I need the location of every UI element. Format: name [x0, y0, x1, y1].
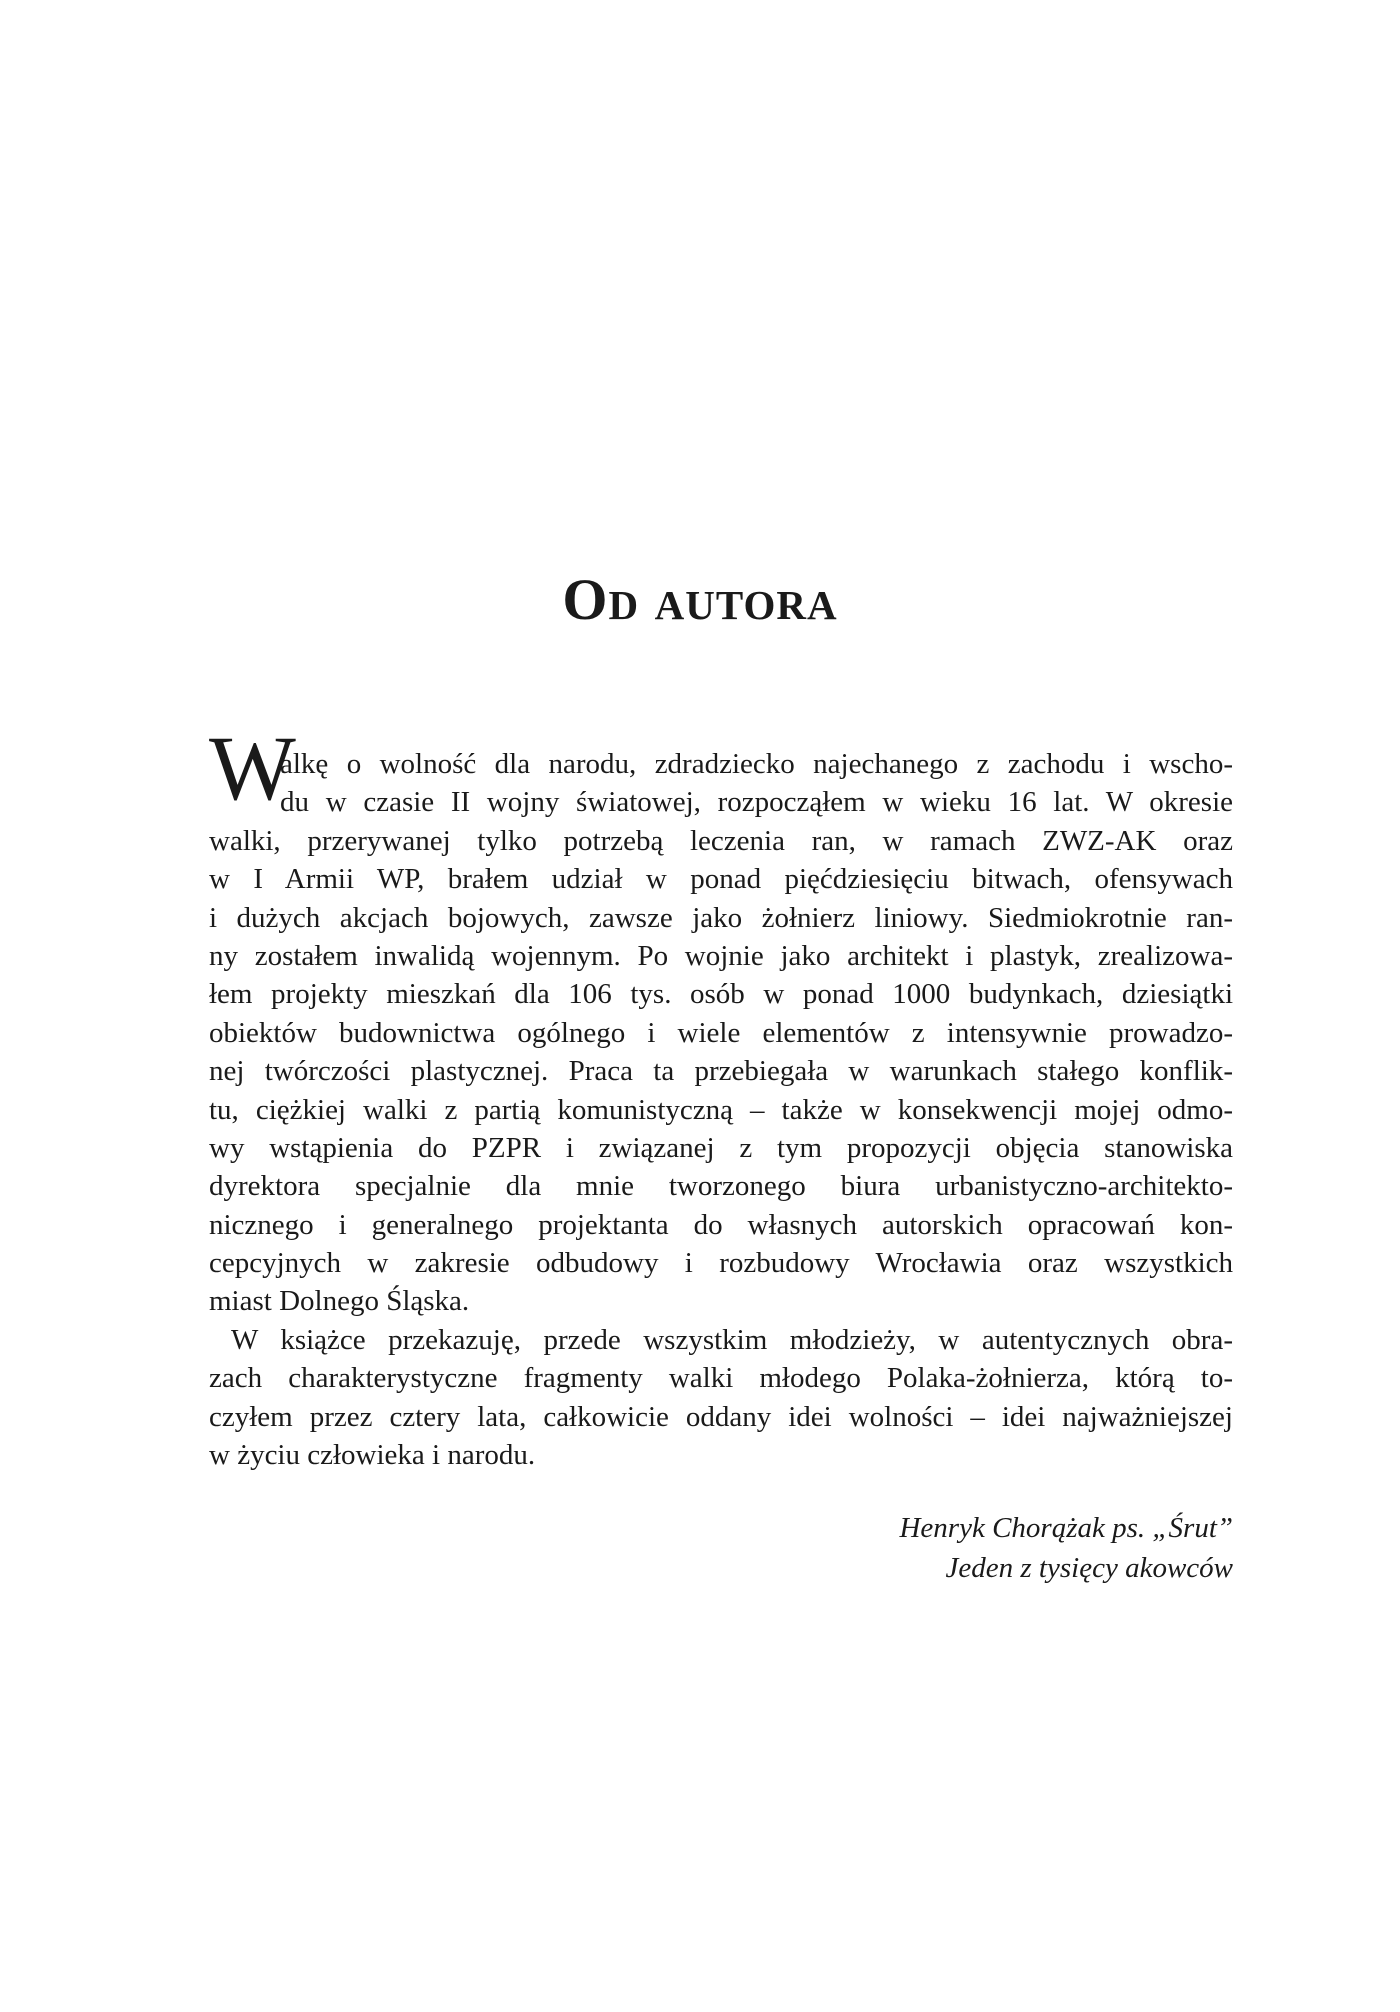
signature-name: Henryk Chorążak ps. „Śrut”	[899, 1512, 1233, 1544]
text-line: walki, przerywanej tylko potrzebą leczenia ran, w ramach ZWZ-AK oraz	[209, 824, 1233, 857]
text-line: miast Dolnego Śląska.	[209, 1285, 470, 1318]
paragraph-1	[209, 745, 1233, 1321]
text-line: w I Armii WP, brałem udział w ponad pięćdziesięciu bitwach, ofensywach	[209, 863, 1233, 896]
text-line: i dużych akcjach bojowych, zawsze jako żołnierz liniowy. Siedmiokrotnie ran-	[209, 901, 1233, 934]
text-line: łem projekty mieszkań dla 106 tys. osób w ponad 1000 budynkach, dziesiątki	[209, 978, 1233, 1011]
text-line: dyrektora specjalnie dla mnie tworzonego biura urbanistyczno-architekto-	[209, 1170, 1233, 1203]
text-line: zach charakterystyczne fragmenty walki młodego Polaka-żołnierza, którą to-	[209, 1362, 1233, 1395]
body-text	[209, 745, 1233, 1474]
text-line: wy wstąpienia do PZPR i związanej z tym propozycji objęcia stanowiska	[209, 1131, 1233, 1164]
drop-cap: W	[209, 717, 296, 819]
text-line: du w czasie II wojny światowej, rozpocząłem w wieku 16 lat. W okresie	[280, 786, 1233, 819]
text-line: obiektów budownictwa ogólnego i wiele elementów z intensywnie prowadzo-	[209, 1016, 1233, 1049]
page-title: Od autora	[562, 567, 838, 632]
text-line: tu, ciężkiej walki z partią komunistyczną – także w konsekwencji mojej odmo-	[209, 1093, 1233, 1126]
text-line: w życiu człowieka i narodu.	[209, 1439, 536, 1472]
text-line: W książce przekazuję, przede wszystkim młodzieży, w autentycznych obra-	[231, 1323, 1233, 1356]
text-line: czyłem przez cztery lata, całkowicie oddany idei wolności – idei najważniejszej	[209, 1400, 1233, 1433]
text-line: nicznego i generalnego projektanta do własnych autorskich opracowań kon-	[209, 1208, 1233, 1241]
text-line: nej twórczości plastycznej. Praca ta przebiegała w warunkach stałego konflik-	[209, 1055, 1233, 1088]
text-line: alkę o wolność dla narodu, zdradziecko najechanego z zachodu i wscho-	[280, 748, 1233, 780]
paragraph-2	[209, 1321, 1233, 1475]
text-line: ny zostałem inwalidą wojennym. Po wojnie jako architekt i plastyk, zrealizowa-	[209, 939, 1233, 972]
signature	[899, 1508, 1233, 1588]
text-line: cepcyjnych w zakresie odbudowy i rozbudowy Wrocławia oraz wszystkich	[209, 1247, 1233, 1280]
signature-subtitle: Jeden z tysięcy akowców	[945, 1552, 1233, 1584]
